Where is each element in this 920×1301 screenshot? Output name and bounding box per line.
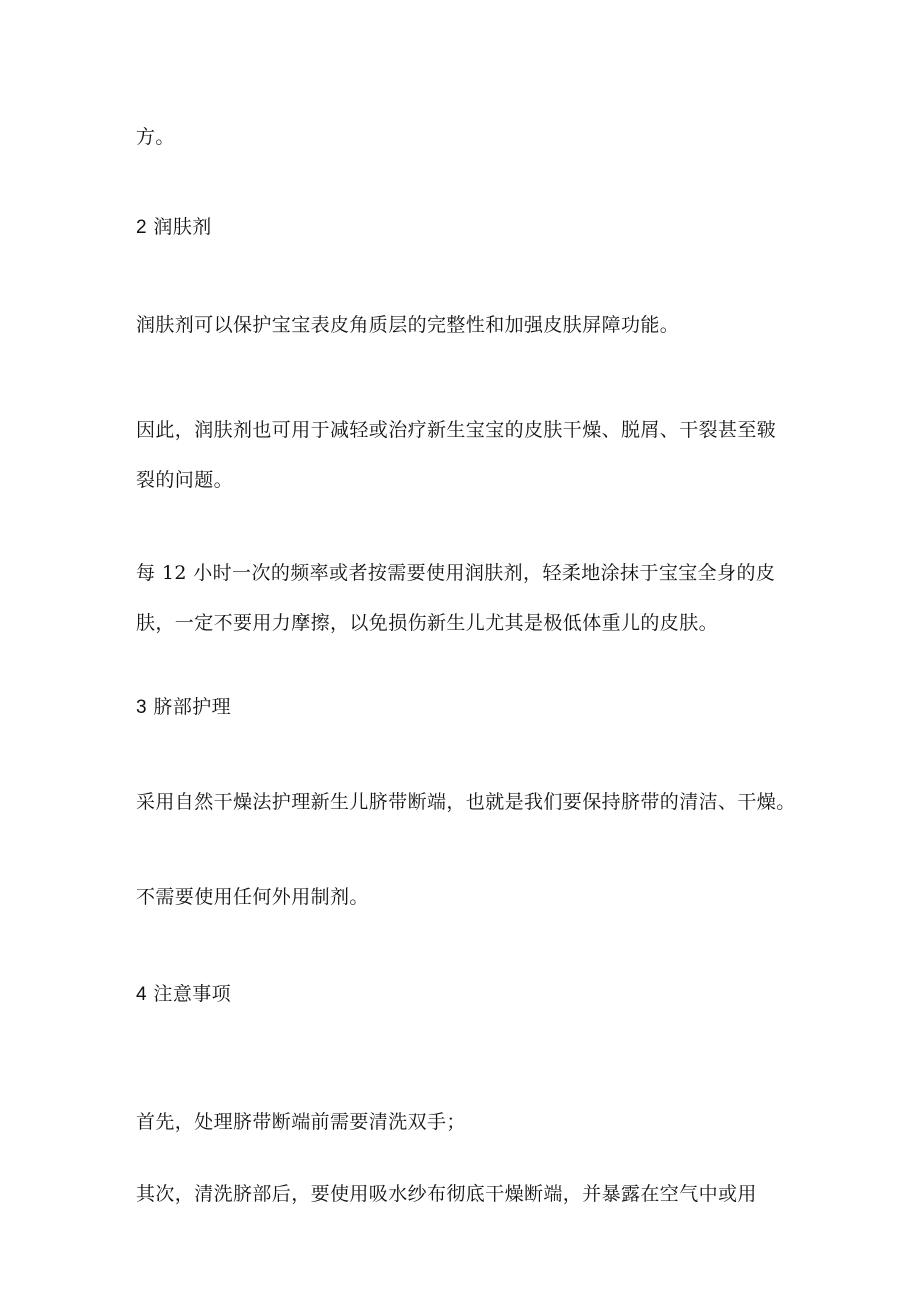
paragraph-text: 每 12 小时一次的频率或者按需要使用润肤剂，轻柔地涂抹于宝宝全身的皮肤，一定不要用力摩擦，以免损伤新生儿尤其是极低体重儿的皮肤。 xyxy=(136,562,776,634)
paragraph: 不需要使用任何外用制剂。 xyxy=(136,886,369,908)
section-heading-3 xyxy=(136,695,231,720)
paragraph-text: 因此，润肤剂也可用于减轻或治疗新生宝宝的皮肤干燥、脱屑、干裂甚至皲裂的问题。 xyxy=(136,419,777,491)
continuation-text: 方。 xyxy=(136,126,175,148)
paragraph xyxy=(136,548,786,648)
section-number: 2 xyxy=(136,217,147,238)
paragraph: 其次，清洗脐部后，要使用吸水纱布彻底干燥断端，并暴露在空气中或用 xyxy=(136,1183,757,1205)
paragraph xyxy=(136,405,786,505)
section-title: 脐部护理 xyxy=(153,696,232,718)
section-heading-4 xyxy=(136,982,231,1007)
paragraph: 润肤剂可以保护宝宝表皮角质层的完整性和加强皮肤屏障功能。 xyxy=(136,314,680,336)
section-heading-2 xyxy=(136,215,212,240)
section-title: 注意事项 xyxy=(153,983,232,1005)
paragraph: 采用自然干燥法护理新生儿脐带断端，也就是我们要保持脐带的清洁、干燥。 xyxy=(136,791,796,813)
section-title: 润肤剂 xyxy=(153,216,212,238)
section-number: 3 xyxy=(136,697,147,718)
section-number: 4 xyxy=(136,984,147,1005)
paragraph: 首先，处理脐带断端前需要清洗双手； xyxy=(136,1111,466,1133)
